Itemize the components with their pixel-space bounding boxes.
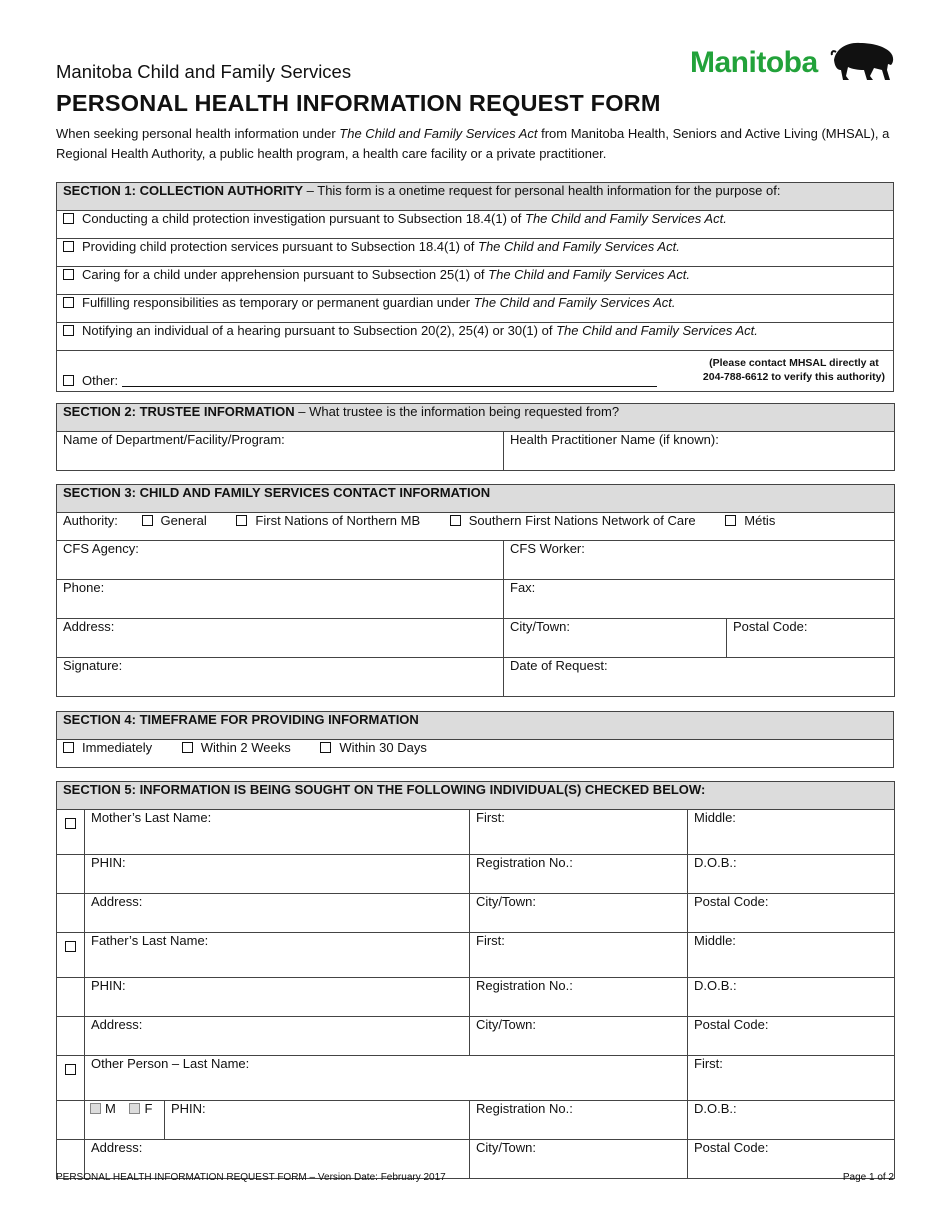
father-last-name-field[interactable]: Father’s Last Name: [85, 933, 470, 978]
cfs-agency-field[interactable]: CFS Agency: [57, 541, 504, 580]
other-city-field[interactable]: City/Town: [470, 1140, 688, 1179]
father-registration-field[interactable]: Registration No.: [470, 978, 688, 1017]
father-phin-field[interactable]: PHIN: [85, 978, 470, 1017]
checkbox[interactable] [63, 269, 74, 280]
authority-first-nations-northern[interactable]: First Nations of Northern MB [236, 513, 420, 528]
section-4-table [56, 711, 894, 768]
checkbox[interactable] [63, 241, 74, 252]
logo-wordmark: Manitoba [690, 46, 818, 79]
authority-row: Authority: General First Nations of Northern MB Southern First Nations Network of Care Métis [57, 513, 895, 541]
s1-item-3[interactable]: Caring for a child under apprehension pursuant to Subsection 25(1) of The Child and Family Services Act. [57, 267, 894, 295]
father-postal-field[interactable]: Postal Code: [688, 1017, 895, 1056]
section-3-table [56, 484, 895, 697]
sex-m-option[interactable]: M [90, 1101, 116, 1116]
sex-f-option[interactable]: F [129, 1101, 152, 1116]
checkbox[interactable] [63, 297, 74, 308]
mother-first-field[interactable]: First: [470, 810, 688, 855]
other-first-field[interactable]: First: [688, 1056, 895, 1101]
section-3-header: SECTION 3: CHILD AND FAMILY SERVICES CONTACT INFORMATION [57, 485, 895, 513]
timeframe-immediately[interactable]: Immediately [63, 740, 152, 755]
father-first-field[interactable]: First: [470, 933, 688, 978]
mother-middle-field[interactable]: Middle: [688, 810, 895, 855]
form-title: PERSONAL HEALTH INFORMATION REQUEST FORM [56, 90, 661, 116]
bison-icon [830, 40, 896, 82]
section-4-header: SECTION 4: TIMEFRAME FOR PROVIDING INFORMATION [57, 712, 894, 740]
fax-field[interactable]: Fax: [504, 580, 895, 619]
section-1-table [56, 182, 894, 392]
father-middle-field[interactable]: Middle: [688, 933, 895, 978]
address-field[interactable]: Address: [57, 619, 504, 658]
father-checkbox-cell[interactable] [57, 933, 85, 978]
section-5-header: SECTION 5: INFORMATION IS BEING SOUGHT ON THE FOLLOWING INDIVIDUAL(S) CHECKED BELOW: [57, 782, 895, 810]
checkbox[interactable] [63, 213, 74, 224]
mother-dob-field[interactable]: D.O.B.: [688, 855, 895, 894]
mother-last-name-field[interactable]: Mother’s Last Name: [85, 810, 470, 855]
other-registration-field[interactable]: Registration No.: [470, 1101, 688, 1140]
section-5-table [56, 781, 895, 1179]
other-person-checkbox-cell[interactable] [57, 1056, 85, 1101]
mother-checkbox-cell[interactable] [57, 810, 85, 855]
date-of-request-field[interactable]: Date of Request: [504, 658, 895, 697]
other-input-line[interactable] [122, 374, 657, 387]
mother-address-field[interactable]: Address: [85, 894, 470, 933]
mother-phin-field[interactable]: PHIN: [85, 855, 470, 894]
authority-metis[interactable]: Métis [725, 513, 775, 528]
checkbox[interactable] [63, 325, 74, 336]
signature-field[interactable]: Signature: [57, 658, 504, 697]
manitoba-logo [690, 40, 896, 86]
other-address-field[interactable]: Address: [85, 1140, 470, 1179]
authority-general[interactable]: General [142, 513, 207, 528]
s1-item-1[interactable]: Conducting a child protection investigation pursuant to Subsection 18.4(1) of The Child and Family Services Act. [57, 211, 894, 239]
section-1-header: SECTION 1: COLLECTION AUTHORITY – This form is a onetime request for personal health information for the purpose of: [57, 183, 894, 211]
other-last-name-field[interactable]: Other Person – Last Name: [85, 1056, 688, 1101]
checkbox[interactable] [63, 375, 74, 386]
sex-select-cell [85, 1101, 165, 1140]
section-2-table [56, 403, 895, 471]
other-postal-field[interactable]: Postal Code: [688, 1140, 895, 1179]
authority-southern-first-nations[interactable]: Southern First Nations Network of Care [450, 513, 696, 528]
s1-other-row: Other: (Please contact MHSAL directly at 204-788-6612 to verify this authority) [57, 351, 894, 392]
mother-registration-field[interactable]: Registration No.: [470, 855, 688, 894]
org-name: Manitoba Child and Family Services [56, 61, 352, 82]
mhsal-note: (Please contact MHSAL directly at 204-788-6612 to verify this authority) [702, 357, 885, 383]
father-address-field[interactable]: Address: [85, 1017, 470, 1056]
section-2-header: SECTION 2: TRUSTEE INFORMATION – What trustee is the information being requested from? [57, 404, 895, 432]
timeframe-30-days[interactable]: Within 30 Days [320, 740, 426, 755]
intro-text: When seeking personal health information under The Child and Family Services Act from Manitoba Health, Seniors and Active Living (MHSAL), a Regional Health Authority, a public health program, a health care facility or a private practitioner. [56, 126, 890, 161]
timeframe-2-weeks[interactable]: Within 2 Weeks [182, 740, 291, 755]
dept-field[interactable]: Name of Department/Facility/Program: [57, 432, 504, 471]
practitioner-field[interactable]: Health Practitioner Name (if known): [504, 432, 895, 471]
other-phin-field[interactable]: PHIN: [165, 1101, 470, 1140]
footer-version: PERSONAL HEALTH INFORMATION REQUEST FORM – Version Date: February 2017 [56, 1172, 446, 1183]
other-dob-field[interactable]: D.O.B.: [688, 1101, 895, 1140]
father-dob-field[interactable]: D.O.B.: [688, 978, 895, 1017]
footer-page-number: Page 1 of 2 [842, 1172, 894, 1183]
phone-field[interactable]: Phone: [57, 580, 504, 619]
city-field[interactable]: City/Town: [504, 619, 727, 658]
mother-city-field[interactable]: City/Town: [470, 894, 688, 933]
father-city-field[interactable]: City/Town: [470, 1017, 688, 1056]
s1-item-2[interactable]: Providing child protection services pursuant to Subsection 18.4(1) of The Child and Family Services Act. [57, 239, 894, 267]
s1-item-4[interactable]: Fulfilling responsibilities as temporary or permanent guardian under The Child and Family Services Act. [57, 295, 894, 323]
mother-postal-field[interactable]: Postal Code: [688, 894, 895, 933]
postal-field[interactable]: Postal Code: [727, 619, 895, 658]
s1-item-5[interactable]: Notifying an individual of a hearing pursuant to Subsection 20(2), 25(4) or 30(1) of The Child and Family Services Act. [57, 323, 894, 351]
cfs-worker-field[interactable]: CFS Worker: [504, 541, 895, 580]
timeframe-row [57, 740, 894, 768]
